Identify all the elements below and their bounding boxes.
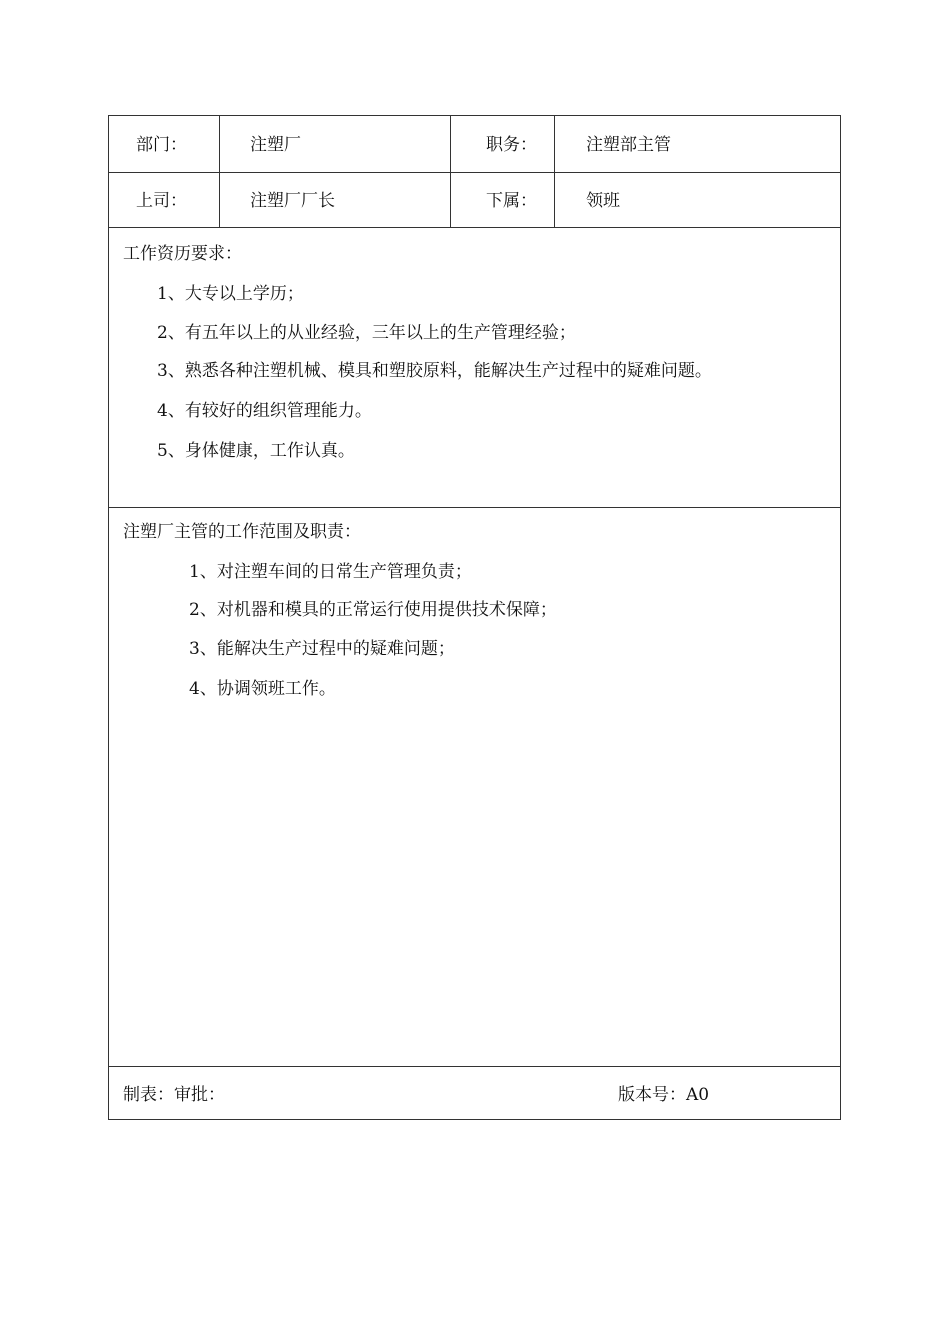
column-divider — [450, 116, 451, 227]
row-divider — [109, 227, 840, 228]
position-value: 注塑部主管 — [586, 135, 671, 155]
superior-label: 上司： — [136, 191, 187, 211]
column-divider — [554, 116, 555, 227]
superior-value: 注塑厂厂长 — [250, 191, 335, 211]
subordinate-label: 下属： — [486, 191, 537, 211]
qualification-item: 1、大专以上学历； — [157, 284, 304, 304]
responsibility-item: 3、能解决生产过程中的疑难问题； — [189, 639, 455, 659]
section-divider — [109, 1066, 840, 1067]
version-label: 版本号：A0 — [618, 1085, 710, 1105]
qualification-item: 5、身体健康，工作认真。 — [157, 441, 355, 461]
qualifications-title: 工作资历要求： — [123, 244, 242, 264]
responsibility-item: 4、协调领班工作。 — [189, 679, 336, 699]
qualification-item: 3、熟悉各种注塑机械、模具和塑胶原料，能解决生产过程中的疑难问题。 — [157, 361, 712, 381]
job-description-form — [108, 115, 841, 1120]
responsibility-item: 2、对机器和模具的正常运行使用提供技术保障； — [189, 600, 557, 620]
section-divider — [109, 507, 840, 508]
qualification-item: 2、有五年以上的从业经验，三年以上的生产管理经验； — [157, 323, 576, 343]
responsibilities-title: 注塑厂主管的工作范围及职责： — [123, 522, 361, 542]
subordinate-value: 领班 — [586, 191, 620, 211]
column-divider — [219, 116, 220, 227]
qualification-item: 4、有较好的组织管理能力。 — [157, 401, 372, 421]
position-label: 职务： — [486, 135, 537, 155]
responsibility-item: 1、对注塑车间的日常生产管理负责； — [189, 562, 472, 582]
department-value: 注塑厂 — [250, 135, 301, 155]
department-label: 部门： — [136, 135, 187, 155]
prepared-approved-label: 制表：审批： — [123, 1085, 225, 1105]
